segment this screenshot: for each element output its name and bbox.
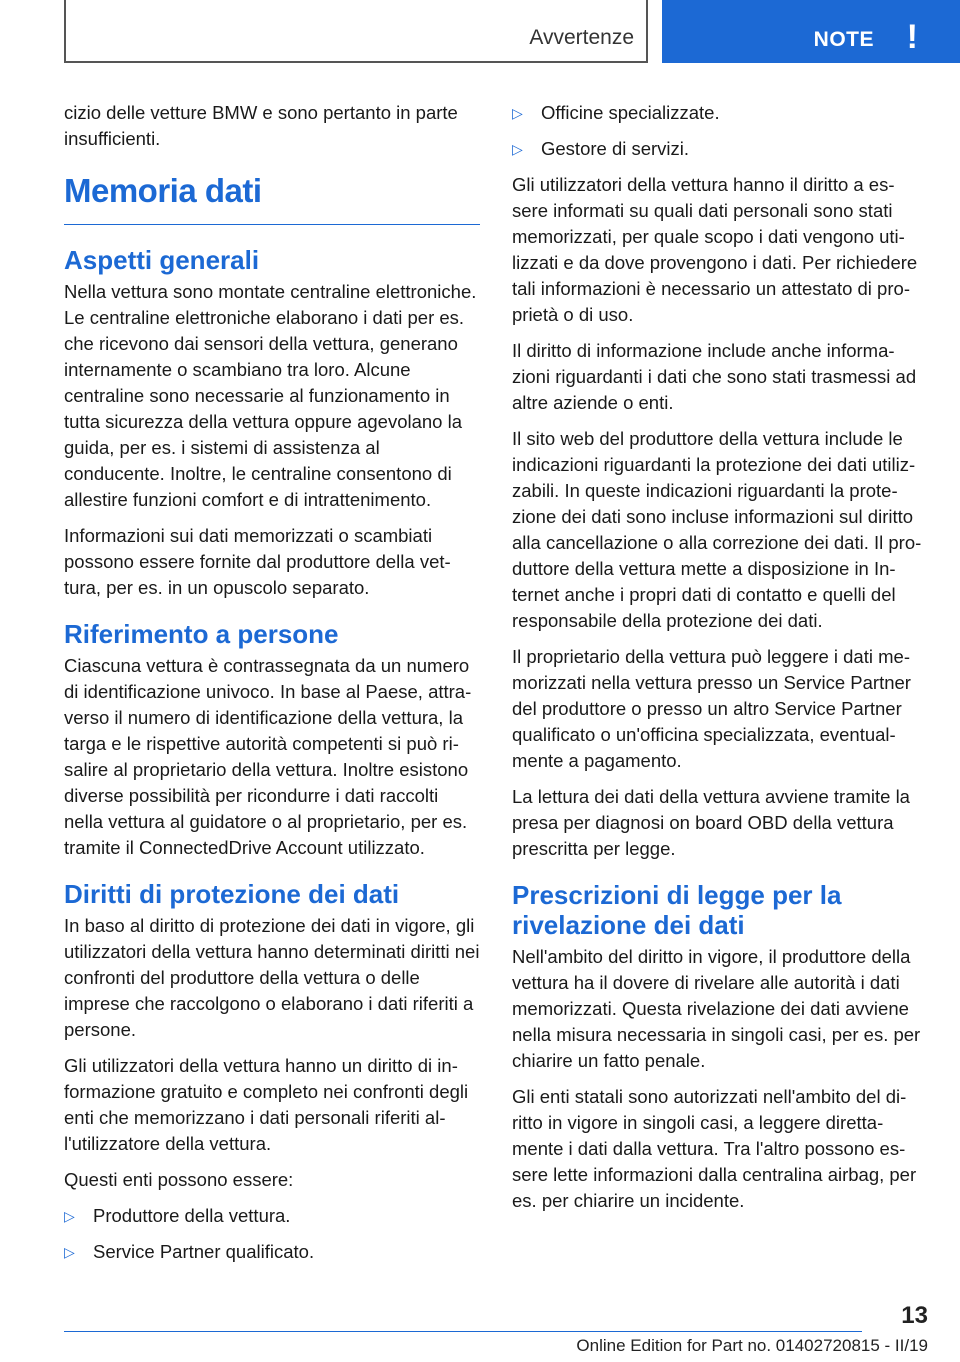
running-header-section [64, 0, 648, 63]
paragraph: Gli enti statali sono autorizzati nell'ambito del diritto in vigore in singoli casi, a leggere direttamente i dati dalla vettura. Tra l'altro possono essere lette informazioni dalla centralina airbag, per es. per chiarire un incidente. [512, 1086, 917, 1211]
footer-edition: Online Edition for Part no. 01402720815 - II/19 [576, 1336, 928, 1355]
list-item-text: Produttore della vettura. [93, 1205, 291, 1226]
chapter-title: NOTE [813, 28, 874, 51]
triangle-bullet-icon: ▷ [512, 141, 523, 157]
list-item-text: Gestore di servizi. [541, 138, 690, 159]
chapter-tab [662, 0, 960, 63]
paragraph: Informazioni sui dati memorizzati o scambiati possono essere fornite dal produttore della vettura, per es. in un opuscolo separato. [64, 525, 451, 598]
triangle-bullet-icon: ▷ [64, 1244, 75, 1260]
paragraph: In baso al diritto di protezione dei dati in vigore, gli utilizzatori della vettura hanno determinati diritti nei confronti del produttore della vettura o delle imprese che raccolgono o elaborano i dati riferiti a persone. [64, 915, 480, 1040]
footer-divider [64, 1331, 862, 1332]
paragraph: Il proprietario della vettura può leggere i dati memorizzati nella vettura presso un Service Partner del produttore o presso un altro Service Partner qualificato o un'officina specializzata, eventualmente a pagamento. [512, 646, 911, 771]
paragraph: La lettura dei dati della vettura avviene tramite la presa per diagnosi on board OBD della vettura prescritta per legge. [512, 786, 910, 859]
list-item-text: Officine specializzate. [541, 102, 720, 123]
list-item [512, 136, 924, 162]
paragraph: Nella vettura sono montate centraline elettroniche. Le centraline elettroniche elaborano i dati per es. che ricevono dai sensori della vettura, generano internamente o scambiano tra loro. Alcune centraline sono necessarie al funzionamento in tutta sicurezza della vettura oppure agevolano la guida, per es. i sistemi di assistenza al conducente. Inoltre, le centraline consentono di allestire funzioni comfort e di intrattenimento. [64, 281, 477, 510]
list-item [64, 1239, 480, 1265]
list-item-text: Service Partner qualificato. [93, 1241, 315, 1262]
warning-icon: ! [906, 18, 918, 56]
paragraph: Nell'ambito del diritto in vigore, il produttore della vettura ha il dovere di rivelare alle autorità i dati memorizzati. Questa rivelazione dei dati avviene nella misura necessaria in singoli casi, per es. per chiarire un fatto penale. [512, 946, 921, 1071]
page-number: 13 [901, 1302, 928, 1329]
entity-list [64, 1203, 480, 1265]
paragraph: Il diritto di informazione include anche informazioni riguardanti i dati che sono stati trasmessi ad altre aziende o enti. [512, 340, 917, 413]
right-column [512, 100, 924, 1224]
paragraph: Questi enti possono essere: [64, 1169, 294, 1190]
section-heading-riferimento-persone: Riferimento a persone [64, 619, 339, 649]
list-item [512, 100, 924, 126]
section-title: Avvertenze [529, 26, 634, 49]
section-heading-diritti-protezione: Diritti di protezione dei dati [64, 879, 400, 909]
section-heading-aspetti-generali: Aspetti generali [64, 245, 260, 275]
paragraph: Gli utilizzatori della vettura hanno il diritto a essere informati su quali dati personali sono stati memorizzati, per quale scopo i dati vengono utilizzati e da dove provengono i dati. Per richiedere tali informazioni è necessario un attestato di proprietà o di uso. [512, 174, 918, 325]
triangle-bullet-icon: ▷ [64, 1208, 75, 1224]
intro-paragraph: cizio delle vetture BMW e sono pertanto in parte insufficienti. [64, 102, 458, 149]
left-column [64, 100, 480, 1275]
entity-list-continued [512, 100, 924, 162]
paragraph: Ciascuna vettura è contrassegnata da un numero di identificazione univoco. In base al Paese, attraverso il numero di identificazione della vettura, la targa e le rispettive autorità competenti si può risalire al proprietario della vettura. Inoltre esistono diverse possibilità per ricondurre i dati raccolti nella vettura al guidatore o al proprietario, per es. tramite il ConnectedDrive Account utilizzato. [64, 655, 472, 858]
paragraph: Il sito web del produttore della vettura include le indicazioni riguardanti la protezione dei dati utilizzabili. In queste indicazioni riguardanti la protezione dei dati sono incluse informazioni sul diritto alla cancellazione o alla correzione dei dati. Il produttore della vettura mette a disposizione in Internet anche i propri dati di contatto e quelli del responsabile della protezione dei dati. [512, 428, 922, 631]
paragraph: Gli utilizzatori della vettura hanno un diritto di informazione gratuito e completo nei confronti degli enti che memorizzano i dati personali riferiti all'utilizzatore della vettura. [64, 1055, 469, 1154]
triangle-bullet-icon: ▷ [512, 105, 523, 121]
page-title: Memoria dati [64, 172, 480, 225]
list-item [64, 1203, 480, 1229]
section-heading-prescrizioni-legge: Prescrizioni di legge per la rivelazione dei dati [512, 880, 842, 940]
